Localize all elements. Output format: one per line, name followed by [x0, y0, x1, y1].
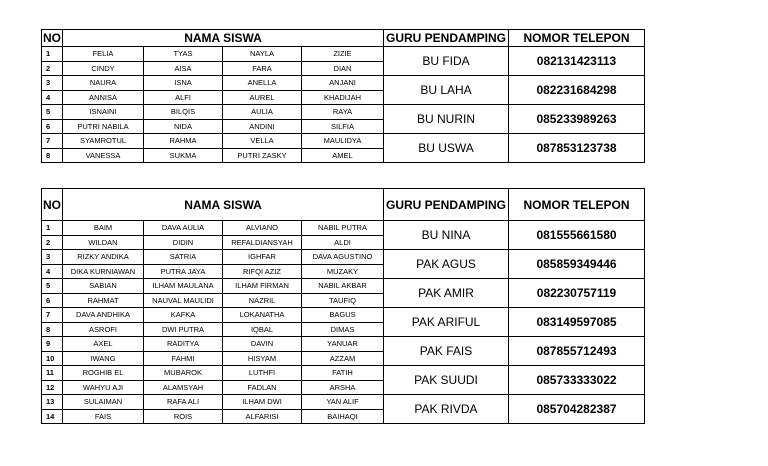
table-row [42, 279, 645, 294]
student-name: CINDY [63, 61, 144, 76]
guru-pendamping: PAK AMIR [384, 279, 509, 308]
row-number: 12 [42, 380, 63, 395]
student-table-1 [41, 29, 645, 163]
student-name: FAHMI [144, 351, 223, 366]
row-number: 14 [42, 409, 63, 424]
student-name: SILFIA [302, 119, 384, 134]
guru-pendamping: PAK RIVDA [384, 395, 509, 424]
table-row [42, 76, 645, 91]
student-name: DAVA AULIA [144, 221, 223, 236]
table-row [42, 134, 645, 149]
student-name: RIZKY ANDIKA [63, 250, 144, 265]
nomor-telepon: 087855712493 [509, 337, 645, 366]
guru-pendamping: BU USWA [384, 134, 509, 163]
student-name: ILHAM MAULANA [144, 279, 223, 294]
row-number: 6 [42, 119, 63, 134]
student-name: PUTRI ZASKY [223, 148, 302, 163]
student-name: RAYA [302, 105, 384, 120]
student-name: WILDAN [63, 235, 144, 250]
header-no: NO [42, 189, 63, 221]
table-row [42, 337, 645, 352]
guru-pendamping: PAK AGUS [384, 250, 509, 279]
student-name: DWI PUTRA [144, 322, 223, 337]
student-name: REFALDIANSYAH [223, 235, 302, 250]
header-nama-siswa: NAMA SISWA [63, 189, 384, 221]
student-name: ALFI [144, 90, 223, 105]
table-row [42, 366, 645, 381]
nomor-telepon: 082230757119 [509, 279, 645, 308]
guru-pendamping: PAK FAIS [384, 337, 509, 366]
student-name: TYAS [144, 47, 223, 62]
student-name: VELLA [223, 134, 302, 149]
table-header-row [42, 30, 645, 47]
student-name: SABIAN [63, 279, 144, 294]
student-name: FELIA [63, 47, 144, 62]
nomor-telepon: 081555661580 [509, 221, 645, 250]
nomor-telepon: 087853123738 [509, 134, 645, 163]
student-name: RADITYA [144, 337, 223, 352]
row-number: 1 [42, 47, 63, 62]
student-name: NABIL PUTRA [302, 221, 384, 236]
guru-pendamping: BU LAHA [384, 76, 509, 105]
student-name: DIKA KURNIAWAN [63, 264, 144, 279]
student-name: ROIS [144, 409, 223, 424]
row-number: 2 [42, 61, 63, 76]
guru-pendamping: PAK ARIFUL [384, 308, 509, 337]
student-name: DIDIN [144, 235, 223, 250]
student-name: NAZRIL [223, 293, 302, 308]
student-name: ANELLA [223, 76, 302, 91]
student-name: RIFQI AZIZ [223, 264, 302, 279]
row-number: 1 [42, 221, 63, 236]
student-name: TAUFIQ [302, 293, 384, 308]
student-name: FARA [223, 61, 302, 76]
student-table-2 [41, 188, 645, 424]
student-name: IQBAL [223, 322, 302, 337]
student-name: PUTRA JAYA [144, 264, 223, 279]
student-name: AULIA [223, 105, 302, 120]
header-guru: GURU PENDAMPING [384, 189, 509, 221]
student-name: ANNISA [63, 90, 144, 105]
student-name: BAIM [63, 221, 144, 236]
student-name: NAURA [63, 76, 144, 91]
student-name: ARSHA [302, 380, 384, 395]
table-row [42, 308, 645, 323]
nomor-telepon: 085733333022 [509, 366, 645, 395]
nomor-telepon: 082231684298 [509, 76, 645, 105]
student-name: SATRIA [144, 250, 223, 265]
student-name: ILHAM DWI [223, 395, 302, 410]
student-name: IWANG [63, 351, 144, 366]
guru-pendamping: BU NINA [384, 221, 509, 250]
row-number: 9 [42, 337, 63, 352]
row-number: 3 [42, 250, 63, 265]
student-name: FATIH [302, 366, 384, 381]
row-number: 4 [42, 264, 63, 279]
student-name: RAHMAT [63, 293, 144, 308]
row-number: 2 [42, 235, 63, 250]
student-name: ISNAINI [63, 105, 144, 120]
table-row [42, 105, 645, 120]
row-number: 3 [42, 76, 63, 91]
student-name: ALVIANO [223, 221, 302, 236]
student-name: ROGHIB EL [63, 366, 144, 381]
student-name: NIDA [144, 119, 223, 134]
student-name: AISA [144, 61, 223, 76]
student-name: ALFARISI [223, 409, 302, 424]
student-name: RAHMA [144, 134, 223, 149]
student-name: NAYLA [223, 47, 302, 62]
student-name: AUREL [223, 90, 302, 105]
row-number: 8 [42, 322, 63, 337]
header-nama-siswa: NAMA SISWA [63, 30, 384, 47]
student-name: SYAMROTUL [63, 134, 144, 149]
student-name: SULAIMAN [63, 395, 144, 410]
row-number: 7 [42, 134, 63, 149]
row-number: 5 [42, 279, 63, 294]
row-number: 11 [42, 366, 63, 381]
row-number: 4 [42, 90, 63, 105]
nomor-telepon: 085233989263 [509, 105, 645, 134]
student-name: HISYAM [223, 351, 302, 366]
student-name: BAGUS [302, 308, 384, 323]
guru-pendamping: BU FIDA [384, 47, 509, 76]
student-name: LOKANATHA [223, 308, 302, 323]
header-guru: GURU PENDAMPING [384, 30, 509, 47]
table-row [42, 47, 645, 62]
row-number: 10 [42, 351, 63, 366]
student-name: KHADIJAH [302, 90, 384, 105]
student-name: ZIZIE [302, 47, 384, 62]
student-name: YAN ALIF [302, 395, 384, 410]
student-name: DAVA AGUSTINO [302, 250, 384, 265]
guru-pendamping: PAK SUUDI [384, 366, 509, 395]
table-header-row [42, 189, 645, 221]
student-name: DAVA ANDHIKA [63, 308, 144, 323]
student-name: DIAN [302, 61, 384, 76]
row-number: 8 [42, 148, 63, 163]
student-name: VANESSA [63, 148, 144, 163]
student-name: NABIL AKBAR [302, 279, 384, 294]
student-name: AMEL [302, 148, 384, 163]
table-row [42, 250, 645, 265]
student-name: ALDI [302, 235, 384, 250]
header-no: NO [43, 31, 61, 45]
student-name: RAFA ALI [144, 395, 223, 410]
student-name: ANJANI [302, 76, 384, 91]
row-number: 13 [42, 395, 63, 410]
nomor-telepon: 085704282387 [509, 395, 645, 424]
nomor-telepon: 083149597085 [509, 308, 645, 337]
table-row [42, 221, 645, 236]
student-name: AXEL [63, 337, 144, 352]
student-name: YANUAR [302, 337, 384, 352]
student-name: ILHAM FIRMAN [223, 279, 302, 294]
student-name: DAVIN [223, 337, 302, 352]
student-name: MUZAKY [302, 264, 384, 279]
guru-pendamping: BU NURIN [384, 105, 509, 134]
student-name: WAHYU AJI [63, 380, 144, 395]
header-telepon: NOMOR TELEPON [509, 189, 645, 221]
student-name: ALAMSYAH [144, 380, 223, 395]
student-name: LUTHFI [223, 366, 302, 381]
student-name: MUBAROK [144, 366, 223, 381]
student-name: IGHFAR [223, 250, 302, 265]
student-name: BILQIS [144, 105, 223, 120]
student-name: ANDINI [223, 119, 302, 134]
student-name: SUKMA [144, 148, 223, 163]
nomor-telepon: 082131423113 [509, 47, 645, 76]
student-name: BAIHAQI [302, 409, 384, 424]
student-name: ISNA [144, 76, 223, 91]
row-number: 5 [42, 105, 63, 120]
student-name: DIMAS [302, 322, 384, 337]
student-name: FAIS [63, 409, 144, 424]
row-number: 6 [42, 293, 63, 308]
student-name: KAFKA [144, 308, 223, 323]
nomor-telepon: 085859349446 [509, 250, 645, 279]
table-row [42, 395, 645, 410]
header-telepon: NOMOR TELEPON [509, 30, 645, 47]
student-name: FADLAN [223, 380, 302, 395]
student-name: MAULIDYA [302, 134, 384, 149]
student-name: NAUVAL MAULIDI [144, 293, 223, 308]
row-number: 7 [42, 308, 63, 323]
student-name: ASROFI [63, 322, 144, 337]
student-name: PUTRI NABILA [63, 119, 144, 134]
student-name: AZZAM [302, 351, 384, 366]
